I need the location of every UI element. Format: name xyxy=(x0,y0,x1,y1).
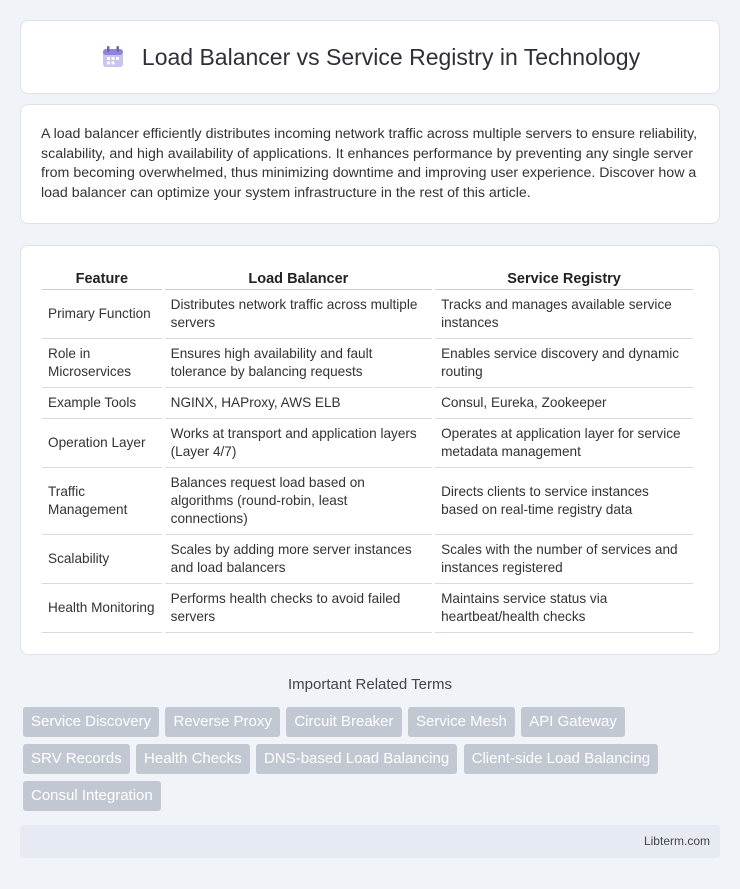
related-term-tag[interactable]: DNS-based Load Balancing xyxy=(256,744,457,774)
table-row xyxy=(42,339,693,388)
table-row xyxy=(42,290,693,339)
feature-cell: Health Monitoring xyxy=(42,584,162,633)
load-balancer-cell: NGINX, HAProxy, AWS ELB xyxy=(165,388,432,419)
load-balancer-cell: Balances request load based on algorithms (round-robin, least connections) xyxy=(165,468,432,535)
service-registry-cell: Tracks and manages available service instances xyxy=(435,290,693,339)
feature-cell: Role in Microservices xyxy=(42,339,162,388)
table-row xyxy=(42,584,693,633)
feature-cell: Traffic Management xyxy=(42,468,162,535)
header-feature: Feature xyxy=(42,266,162,290)
feature-cell: Scalability xyxy=(42,535,162,584)
related-term-tag[interactable]: Circuit Breaker xyxy=(286,707,401,737)
feature-cell: Operation Layer xyxy=(42,419,162,468)
page-title: Load Balancer vs Service Registry in Technology xyxy=(141,43,641,70)
load-balancer-cell: Scales by adding more server instances and load balancers xyxy=(165,535,432,584)
related-term-tag[interactable]: API Gateway xyxy=(521,707,625,737)
related-terms-list xyxy=(23,707,713,818)
table-row xyxy=(42,535,693,584)
comparison-card xyxy=(20,245,720,655)
related-term-tag[interactable]: Service Discovery xyxy=(23,707,159,737)
table-row xyxy=(42,419,693,468)
table-row xyxy=(42,468,693,535)
service-registry-cell: Operates at application layer for service metadata management xyxy=(435,419,693,468)
footer xyxy=(20,825,720,858)
related-term-tag[interactable]: Service Mesh xyxy=(408,707,515,737)
title-card xyxy=(20,20,720,94)
service-registry-cell: Maintains service status via heartbeat/health checks xyxy=(435,584,693,633)
service-registry-cell: Consul, Eureka, Zookeeper xyxy=(435,388,693,419)
feature-cell: Example Tools xyxy=(42,388,162,419)
related-term-tag[interactable]: Consul Integration xyxy=(23,781,161,811)
comparison-table xyxy=(39,266,696,633)
feature-cell: Primary Function xyxy=(42,290,162,339)
related-term-tag[interactable]: Reverse Proxy xyxy=(165,707,279,737)
header-service-registry: Service Registry xyxy=(435,266,693,290)
related-terms-title: Important Related Terms xyxy=(288,676,452,693)
service-registry-cell: Scales with the number of services and instances registered xyxy=(435,535,693,584)
related-term-tag[interactable]: Client-side Load Balancing xyxy=(464,744,658,774)
calendar-icon xyxy=(100,44,126,70)
intro-paragraph: A load balancer efficiently distributes incoming network traffic across multiple servers to ensure reliability, scalability, and high availability of applications. It enhances performance by preventing any single server from becoming overwhelmed, thus minimizing downtime and improving user experience. Discover how a load balancer can optimize your system infrastructure in the rest of this article. xyxy=(41,126,698,201)
service-registry-cell: Directs clients to service instances based on real-time registry data xyxy=(435,468,693,535)
related-term-tag[interactable]: SRV Records xyxy=(23,744,130,774)
service-registry-cell: Enables service discovery and dynamic routing xyxy=(435,339,693,388)
load-balancer-cell: Distributes network traffic across multiple servers xyxy=(165,290,432,339)
load-balancer-cell: Ensures high availability and fault tolerance by balancing requests xyxy=(165,339,432,388)
table-row xyxy=(42,388,693,419)
header-load-balancer: Load Balancer xyxy=(165,266,432,290)
table-header-row xyxy=(42,266,693,290)
load-balancer-cell: Performs health checks to avoid failed servers xyxy=(165,584,432,633)
load-balancer-cell: Works at transport and application layers (Layer 4/7) xyxy=(165,419,432,468)
intro-card xyxy=(20,104,720,224)
related-term-tag[interactable]: Health Checks xyxy=(136,744,250,774)
footer-site-link[interactable]: Libterm.com xyxy=(643,834,710,848)
